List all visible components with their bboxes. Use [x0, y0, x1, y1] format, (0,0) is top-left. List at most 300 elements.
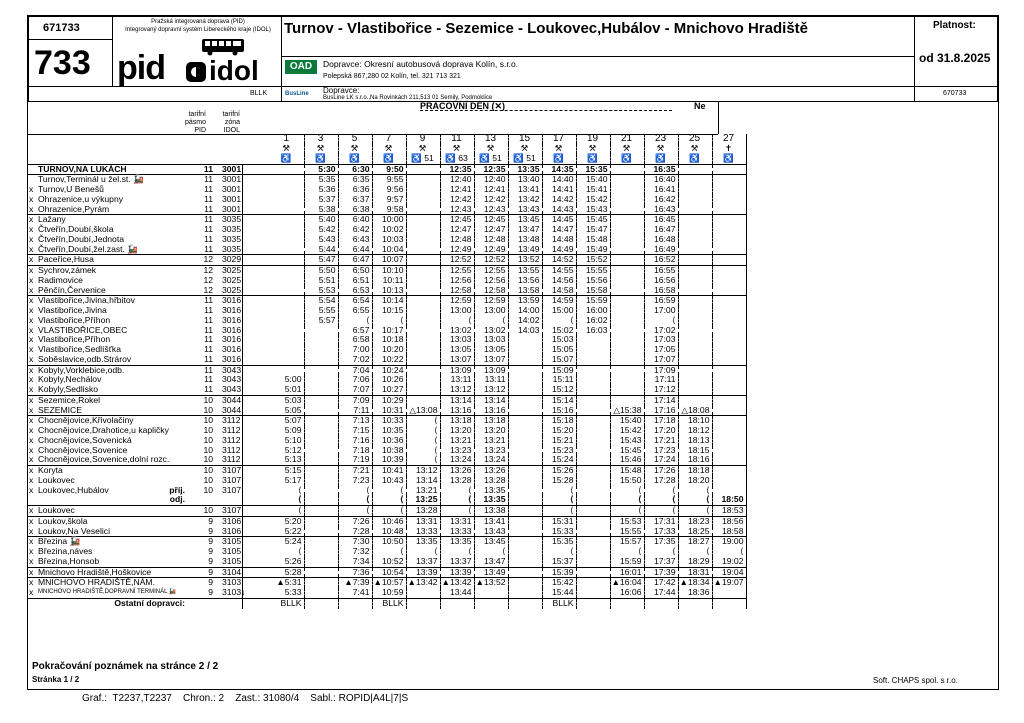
departure-time: 15:45 — [576, 215, 610, 225]
tarif-zone-pid: 9 — [186, 578, 216, 588]
departure-time — [406, 225, 440, 235]
departure-time: ⟨ — [542, 495, 576, 505]
departure-time — [304, 466, 338, 476]
departure-time — [678, 245, 712, 255]
departure-time: 14:02 — [508, 316, 542, 326]
departure-time: 12:43 — [440, 205, 474, 215]
departure-time — [712, 588, 746, 598]
stop-name — [36, 495, 186, 505]
departure-time — [508, 578, 542, 588]
departure-time — [712, 406, 746, 416]
departure-time: ⟨ — [678, 486, 712, 496]
departure-time — [304, 506, 338, 517]
departure-time — [576, 578, 610, 588]
departure-time — [678, 175, 712, 185]
departure-time: ▲5:31 — [270, 578, 304, 588]
stop-request-mark: x — [28, 395, 36, 405]
trip-symbol: ⚒ — [644, 144, 678, 154]
departure-time — [678, 316, 712, 326]
departure-time: 13:28 — [440, 476, 474, 486]
departure-time — [678, 296, 712, 306]
stop-request-mark: x — [29, 525, 34, 536]
departure-time: 15:57 — [610, 537, 644, 547]
departure-time: 5:26 — [270, 557, 304, 567]
departure-time: 14:03 — [508, 326, 542, 336]
departure-time: 7:28 — [338, 527, 372, 537]
stop-name: Sychrov,zámek — [36, 266, 186, 276]
column-header — [28, 102, 719, 134]
departure-time — [576, 466, 610, 476]
departure-time: 17:18 — [644, 416, 678, 426]
tarif-zone-pid: 11 — [204, 374, 213, 385]
departure-time: 9:57 — [372, 195, 406, 205]
pid-logo: pid — [117, 49, 165, 87]
departure-time: 18:53 — [712, 506, 746, 517]
departure-time: 9:55 — [372, 175, 406, 185]
stop-request-mark: x — [29, 484, 34, 495]
departure-time — [304, 436, 338, 446]
tarif-zone-pid: 10 — [203, 444, 213, 455]
departure-time — [304, 476, 338, 486]
departure-time: 17:35 — [644, 537, 678, 547]
trip-symbol: ♿ 51 — [474, 154, 508, 164]
stop-row — [28, 406, 746, 416]
departure-time: 7:06 — [338, 375, 372, 385]
departure-time — [610, 345, 644, 355]
departure-time — [304, 395, 338, 405]
departure-time — [508, 355, 542, 365]
departure-time: 18:10 — [678, 416, 712, 426]
software-credit: Soft. CHAPS spol. s r.o. — [873, 676, 958, 685]
departure-time — [508, 416, 542, 426]
tarif-zone-pid: 10 — [203, 454, 213, 465]
departure-time: 10:13 — [372, 286, 406, 296]
departure-time — [406, 235, 440, 245]
departure-time — [712, 235, 746, 245]
title-box — [281, 16, 915, 57]
stop-request-mark: x — [29, 233, 34, 244]
departure-time: 6:42 — [338, 225, 372, 235]
sunday-header: Ne — [694, 101, 706, 111]
tarif-zone-idol — [216, 495, 242, 505]
departure-time: 14:59 — [542, 296, 576, 306]
departure-time: 12:49 — [474, 245, 508, 255]
tarif-zone-pid: 11 — [204, 203, 213, 214]
stop-name: Lažany — [36, 215, 186, 225]
departure-time: ⟨ — [542, 547, 576, 557]
tarif-zone-pid: 11 — [204, 233, 213, 244]
departure-time: ⟨ — [270, 486, 304, 496]
departure-time: 10:33 — [372, 416, 406, 426]
departure-time — [508, 395, 542, 405]
departure-time — [712, 395, 746, 405]
departure-time: 10:38 — [372, 446, 406, 456]
departure-time — [712, 436, 746, 446]
tarif-zone-pid: 11 — [186, 175, 216, 185]
stop-name: Ohrazenice,u výkupny — [38, 193, 124, 204]
tarif-zone-idol: 3105 — [216, 537, 242, 547]
departure-time: 5:43 — [304, 235, 338, 245]
departure-time: 13:03 — [474, 335, 508, 345]
departure-time — [712, 255, 746, 266]
departure-time: 16:56 — [644, 276, 678, 286]
stop-name: Chocnějovice,Drahotice,u kapličky — [38, 425, 169, 435]
busline-logo: BusLine — [285, 91, 309, 97]
timetable-page — [27, 15, 999, 690]
departure-time: 17:24 — [644, 455, 678, 465]
departure-time: 15:12 — [542, 385, 576, 395]
departure-time: ⟨ — [440, 495, 474, 505]
departure-time — [610, 175, 644, 185]
departure-time — [270, 175, 304, 185]
trip-symbol: ⚒ — [338, 144, 372, 154]
departure-time: ⟨ — [610, 506, 644, 517]
departure-time: 13:20 — [474, 426, 508, 436]
departure-time — [270, 306, 304, 316]
departure-time: 5:07 — [270, 416, 304, 426]
departure-time — [610, 375, 644, 385]
departure-time: 13:31 — [440, 516, 474, 526]
stop-name — [36, 486, 186, 496]
departure-time: 12:43 — [474, 205, 508, 215]
departure-time: ⟨ — [474, 316, 508, 326]
departure-time: 7:19 — [338, 455, 372, 465]
trip-symbol: ⚒ — [372, 144, 406, 154]
spacer-cell — [242, 266, 270, 276]
departure-time: ⟨ — [338, 506, 372, 517]
departure-time — [508, 375, 542, 385]
departure-time — [304, 516, 338, 526]
departure-time: 6:36 — [338, 185, 372, 195]
tarif-zone-pid: 11 — [204, 243, 213, 254]
departure-time: 14:49 — [542, 245, 576, 255]
tarif-zone-pid: 10 — [203, 434, 213, 445]
stop-request-mark: x — [29, 374, 34, 385]
departure-time: 12:45 — [440, 215, 474, 225]
departure-time — [508, 557, 542, 567]
departure-time: △18:08 — [678, 406, 712, 416]
tarif-zone-pid: 12 — [186, 266, 216, 276]
stop-name: Kobyly,Nechálov — [38, 374, 102, 385]
departure-time — [678, 598, 712, 608]
tarif-zone-pid: 9 — [208, 555, 213, 566]
trip-number: 17 — [542, 134, 576, 144]
departure-time — [712, 215, 746, 225]
header-row-sym2 — [28, 154, 746, 164]
tarif-zone-idol: 3035 — [216, 225, 242, 235]
stop-name: Mnichovo Hradiště,Hoškovice — [36, 567, 186, 578]
tarif-zone-pid: 9 — [186, 537, 216, 547]
departure-time — [576, 495, 610, 505]
departure-time: 15:40 — [610, 416, 644, 426]
departure-time — [712, 355, 746, 365]
departure-time: 15:26 — [542, 466, 576, 476]
departure-time: 5:03 — [270, 395, 304, 405]
stop-row — [28, 598, 746, 608]
departure-time: 12:35 — [474, 164, 508, 175]
spacer-cell — [242, 516, 270, 526]
tarif-zone-idol: 3106 — [216, 527, 242, 537]
departure-time: 13:35 — [508, 164, 542, 175]
operator2-box — [281, 86, 915, 102]
stop-row — [28, 205, 746, 215]
departure-time: 13:21 — [406, 486, 440, 496]
departure-time — [270, 245, 304, 255]
tarif-zone-idol: 3043 — [216, 375, 242, 385]
departure-time — [270, 286, 304, 296]
departure-time — [610, 296, 644, 306]
departure-time: 14:00 — [508, 306, 542, 316]
spacer-cell — [242, 225, 270, 235]
spacer-cell — [242, 296, 270, 306]
departure-time — [406, 245, 440, 255]
departure-time: 13:21 — [440, 436, 474, 446]
departure-time: 15:37 — [542, 557, 576, 567]
departure-time: 10:50 — [372, 537, 406, 547]
tarif-zone-pid: 10 — [203, 404, 213, 415]
departure-time: 17:39 — [644, 567, 678, 578]
departure-time: 15:45 — [610, 446, 644, 456]
departure-time: 13:58 — [508, 286, 542, 296]
trip-symbol: ⚒ — [440, 144, 474, 154]
page-number: Stránka 1 / 2 — [32, 675, 80, 684]
departure-time: 9:58 — [372, 205, 406, 215]
trip-symbol: ⚒ — [474, 144, 508, 154]
departure-time: 15:43 — [576, 205, 610, 215]
trip-symbol: ♿ — [678, 154, 712, 164]
departure-time — [712, 225, 746, 235]
tarif-zone-idol: 3016 — [216, 335, 242, 345]
stop-name: Loukov,škola — [36, 516, 186, 526]
departure-time: 12:56 — [474, 276, 508, 286]
trip-symbol: ♿ 51 — [406, 154, 440, 164]
departure-time — [610, 225, 644, 235]
departure-time — [678, 375, 712, 385]
departure-time — [270, 345, 304, 355]
departure-time: 15:35 — [542, 537, 576, 547]
departure-time: 18:50 — [712, 495, 746, 505]
header-spacer — [242, 134, 270, 144]
departure-time: 13:28 — [474, 476, 508, 486]
departure-time: 13:24 — [474, 455, 508, 465]
day-type-header: PRACOVNÍ DEN (✕) — [420, 101, 506, 111]
departure-time — [576, 516, 610, 526]
departure-time: 6:47 — [338, 255, 372, 266]
departure-time: 13:52 — [508, 255, 542, 266]
stop-request-mark: x — [29, 193, 34, 204]
tarif-zone-pid: 10 — [203, 425, 213, 435]
stop-name: Kobyly,Vorklebice,odb. — [36, 365, 186, 375]
departure-time — [406, 185, 440, 195]
tarif-zone-idol: 3035 — [216, 235, 242, 245]
departure-time — [270, 215, 304, 225]
header-spacer — [186, 144, 216, 154]
spacer-cell — [242, 567, 270, 578]
departure-time: 16:02 — [576, 316, 610, 326]
departure-time: ⟨ — [542, 506, 576, 517]
departure-time — [508, 547, 542, 557]
departure-time — [610, 185, 644, 195]
departure-time: 15:28 — [542, 476, 576, 486]
departure-time — [508, 455, 542, 465]
departure-time — [270, 255, 304, 266]
departure-time: 6:44 — [338, 245, 372, 255]
departure-time: 7:09 — [338, 395, 372, 405]
departure-time: 13:35 — [440, 537, 474, 547]
tarif-zone-pid: 12 — [186, 255, 216, 266]
departure-time — [406, 316, 440, 326]
departure-time — [304, 385, 338, 395]
departure-time — [576, 567, 610, 578]
departure-time: 10:11 — [372, 276, 406, 286]
departure-time — [304, 495, 338, 505]
stop-name-text: Loukovec,Hubálov — [38, 484, 109, 495]
tarif-zone-idol: 3001 — [216, 195, 242, 205]
bllk-row-left — [28, 86, 282, 102]
departure-time: 13:41 — [474, 516, 508, 526]
departure-time: 13:11 — [440, 375, 474, 385]
departure-time: △15:38 — [610, 406, 644, 416]
departure-time: 6:50 — [338, 266, 372, 276]
departure-time — [304, 446, 338, 456]
departure-time — [508, 516, 542, 526]
departure-time: 18:31 — [678, 567, 712, 578]
departure-time: 15:49 — [576, 245, 610, 255]
departure-time — [406, 276, 440, 286]
tarif-zone-idol: 3107 — [216, 486, 242, 496]
departure-time — [576, 476, 610, 486]
trip-number: 11 — [440, 134, 474, 144]
stop-request-mark: x — [28, 537, 36, 547]
spacer-cell — [242, 385, 270, 395]
departure-time: 16:35 — [644, 164, 678, 175]
timetable — [28, 134, 747, 609]
departure-time: 15:48 — [610, 466, 644, 476]
tarif-zone-idol: 3044 — [216, 395, 242, 405]
departure-time: 17:03 — [644, 335, 678, 345]
stop-name: Ohrazenice,Pyrám — [38, 203, 110, 214]
departure-time: 13:14 — [406, 476, 440, 486]
departure-time: ⟨ — [270, 547, 304, 557]
departure-time — [712, 266, 746, 276]
departure-time — [270, 225, 304, 235]
stop-request-mark: x — [28, 506, 36, 517]
stop-name — [36, 598, 186, 608]
stop-row — [28, 495, 746, 505]
stop-name: Čtveřín,Doubí,škola — [38, 224, 114, 234]
departure-time: 10:24 — [372, 365, 406, 375]
departure-time: 19:04 — [712, 567, 746, 578]
tarif-zone-pid: 11 — [204, 193, 213, 204]
departure-time — [508, 406, 542, 416]
departure-time: 5:01 — [270, 385, 304, 395]
departure-time: 10:00 — [372, 215, 406, 225]
trip-number: 1 — [270, 134, 304, 144]
stop-name: MNICHOVO HRADIŠTĚ,NÁM. — [36, 578, 186, 588]
departure-time: 14:55 — [542, 266, 576, 276]
tarif-zone-idol: 3016 — [216, 355, 242, 365]
tarif-zone-pid — [186, 495, 216, 505]
departure-time — [678, 306, 712, 316]
departure-time: 18:15 — [678, 446, 712, 456]
departure-time — [304, 527, 338, 537]
tarif-zone-idol: 3016 — [216, 316, 242, 326]
stop-request-mark: x — [29, 546, 34, 556]
departure-time: 15:11 — [542, 375, 576, 385]
departure-time: ▲13:42 — [406, 578, 440, 588]
departure-time: 10:04 — [372, 245, 406, 255]
departure-time: 10:54 — [372, 567, 406, 578]
departure-time — [270, 164, 304, 175]
stop-name: Čtveřín,Doubí,žel.zast. 🚂 — [38, 243, 139, 254]
departure-time: 13:14 — [440, 395, 474, 405]
departure-time: 15:58 — [576, 286, 610, 296]
route-title: Turnov - Vlastibořice - Sezemice - Loukovec,Hubálov - Mnichovo Hradiště — [284, 20, 808, 37]
departure-time — [576, 455, 610, 465]
departure-time: 10:31 — [372, 406, 406, 416]
departure-time — [712, 365, 746, 375]
tarif-zone-idol: 3043 — [216, 385, 242, 395]
departure-time: 5:33 — [270, 588, 304, 598]
departure-time: 15:42 — [576, 195, 610, 205]
departure-time: ⟨ — [372, 506, 406, 517]
departure-time: 17:05 — [644, 345, 678, 355]
departure-time — [406, 266, 440, 276]
departure-time: 15:31 — [542, 516, 576, 526]
departure-time: 13:09 — [440, 365, 474, 375]
stop-request-mark: x — [29, 274, 34, 285]
departure-time: 12:52 — [474, 255, 508, 266]
departure-time: 13:26 — [440, 466, 474, 476]
tarif-zone-idol: 3112 — [216, 455, 242, 465]
departure-time: 16:52 — [644, 255, 678, 266]
departure-time: 13:47 — [474, 557, 508, 567]
departure-time: 14:52 — [542, 255, 576, 266]
spacer-cell — [242, 537, 270, 547]
departure-time: 18:16 — [678, 455, 712, 465]
departure-time — [304, 567, 338, 578]
stop-request-mark: x — [29, 444, 34, 455]
trip-symbol: ♿ — [304, 154, 338, 164]
departure-time — [712, 164, 746, 175]
departure-time: 17:07 — [644, 355, 678, 365]
departure-time: ⟨ — [678, 506, 712, 517]
departure-time: 15:03 — [542, 335, 576, 345]
departure-time — [304, 486, 338, 496]
departure-time — [712, 345, 746, 355]
departure-time — [406, 306, 440, 316]
departure-time: 17:42 — [644, 578, 678, 588]
departure-time: ⟨ — [610, 547, 644, 557]
tarif-zone-idol: 3107 — [216, 466, 242, 476]
tarif-zone-pid: 11 — [204, 224, 213, 234]
departure-time — [712, 326, 746, 336]
tarif-zone-pid: 10 — [203, 484, 213, 495]
departure-time — [508, 495, 542, 505]
tarif-zone-idol: 3001 — [216, 185, 242, 195]
departure-time: ⟨ — [644, 486, 678, 496]
departure-time: 18:36 — [678, 588, 712, 598]
departure-time: 5:20 — [270, 516, 304, 526]
departure-time: 10:29 — [372, 395, 406, 405]
stop-request-mark: x — [29, 344, 34, 354]
stop-name: Chocnějovice,Křivolačiny — [36, 416, 186, 426]
trip-number: 19 — [576, 134, 610, 144]
departure-time — [678, 355, 712, 365]
departure-time: 13:12 — [474, 385, 508, 395]
tarif-zone-idol: 3016 — [216, 306, 242, 316]
departure-time: ⟨ — [440, 547, 474, 557]
